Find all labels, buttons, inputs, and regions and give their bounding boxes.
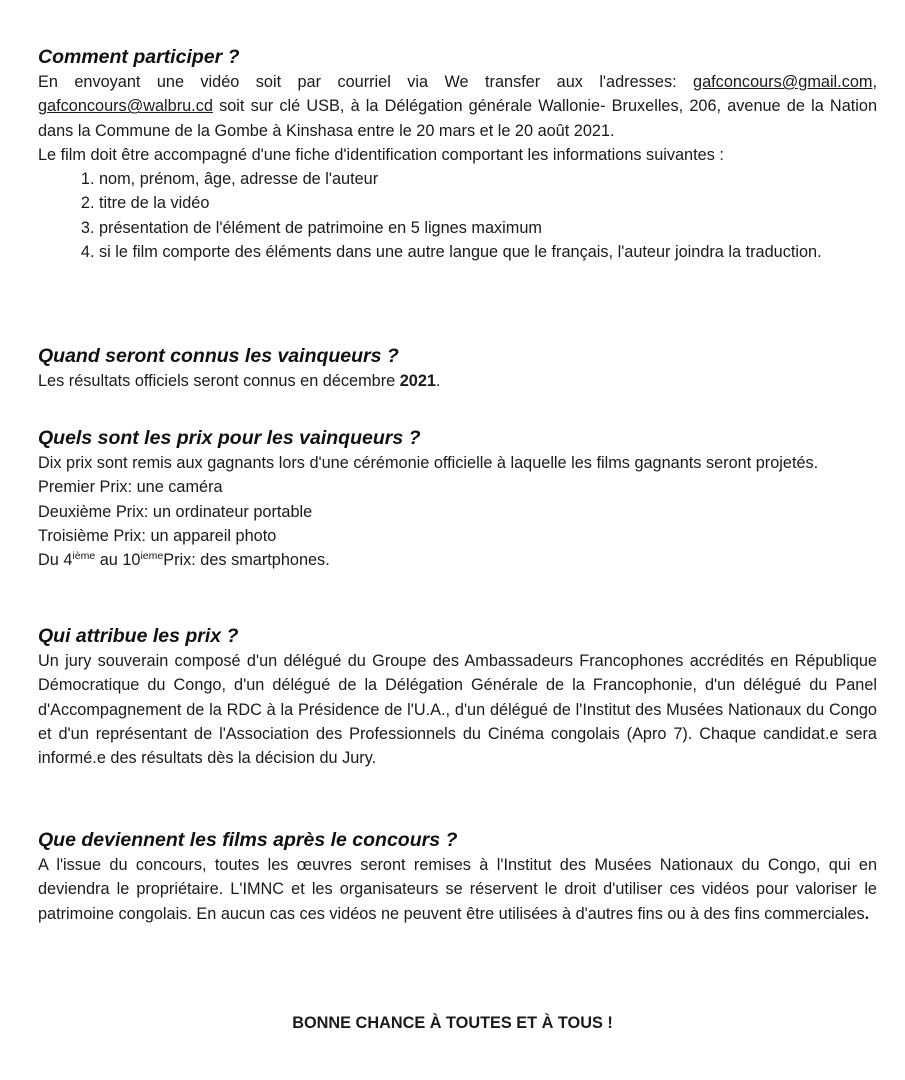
films-after-paragraph xyxy=(38,853,877,926)
superscript: ième xyxy=(72,550,96,563)
prizes-intro: Dix prix sont remis aux gagnants lors d'une cérémonie officielle à laquelle les films gagnants seront projetés. xyxy=(38,454,819,472)
prize-line-last xyxy=(38,548,877,572)
heading-results: Quand seront connus les vainqueurs ? xyxy=(38,345,399,367)
films-after-period: . xyxy=(864,904,870,923)
heading-prizes: Quels sont les prix pour les vainqueurs ? xyxy=(38,427,421,449)
heading-films-after: Que deviennent les films après le concours ? xyxy=(38,829,458,851)
results-year: 2021 xyxy=(399,372,436,390)
closing-message: BONNE CHANCE À TOUTES ET À TOUS ! xyxy=(292,1014,613,1032)
participation-text-rest: soit sur clé USB, à la Délégation générale Wallonie- Bruxelles, 206, avenue de la Nation dans la Commune de la Gombe à Kinshasa entre le 20 mars et le 20 août 2021. xyxy=(38,97,877,140)
prize-prefix: Du 4 xyxy=(38,551,73,570)
identification-intro: Le film doit être accompagné d'une fiche d'identification comportant les informations suivantes : xyxy=(38,145,724,164)
results-period: . xyxy=(435,372,441,390)
section-jury xyxy=(38,623,877,770)
jury-paragraph: Un jury souverain composé d'un délégué du Groupe des Ambassadeurs Francophones accrédités en République Démocratique du Congo, d'un délégué de la Délégation Générale de la Francophonie, d'un délégué du Panel d'Accompagnement de la RDC à la Présidence de l'U.A., d'un délégué de l'Institut des Musées Nationaux du Congo et d'un représentant de l'Association des Professionnels du Cinéma congolais (Apro 7). Chaque candidat.e sera informé.e des résultats dès la décision du Jury. xyxy=(38,652,877,768)
list-item: 1. nom, prénom, âge, adresse de l'auteur xyxy=(99,167,877,191)
films-after-text: A l'issue du concours, toutes les œuvres seront remises à l'Institut des Musées Nationaux du Congo, qui en deviendra le propriétaire. L'IMNC et les organisateurs se réservent le droit d'utiliser ces vidéos pour valoriser le patrimoine congolais. En aucun cas ces vidéos ne peuvent être utilisées à d'autres fins ou à des fins commerciales xyxy=(38,856,877,923)
email-link-walbru[interactable]: gafconcours@walbru.cd xyxy=(38,97,213,116)
heading-jury: Qui attribue les prix ? xyxy=(38,625,239,647)
comma: , xyxy=(872,73,877,91)
results-text: Les résultats officiels seront connus en décembre xyxy=(38,372,400,390)
heading-participation: Comment participer ? xyxy=(38,46,240,68)
section-results xyxy=(38,343,877,393)
prize-suffix: Prix: des smartphones. xyxy=(163,551,330,570)
identification-list xyxy=(38,167,877,264)
list-item: 2. titre de la vidéo xyxy=(99,191,877,215)
email-link-gmail[interactable]: gafconcours@gmail.com xyxy=(693,73,873,91)
prize-line: Deuxième Prix: un ordinateur portable xyxy=(38,502,313,521)
list-item: 3. présentation de l'élément de patrimoine en 5 lignes maximum xyxy=(99,216,877,240)
participation-paragraph xyxy=(38,70,877,143)
section-films-after xyxy=(38,827,877,926)
section-prizes xyxy=(38,425,877,572)
superscript: ieme xyxy=(140,550,164,563)
prize-line: Troisième Prix: un appareil photo xyxy=(38,526,277,545)
prize-mid: au 10 xyxy=(95,551,141,570)
results-paragraph xyxy=(38,369,877,393)
prize-line: Premier Prix: une caméra xyxy=(38,478,223,497)
section-participation xyxy=(38,44,877,264)
list-item: 4. si le film comporte des éléments dans une autre langue que le français, l'auteur joindra la traduction. xyxy=(99,240,877,264)
participation-text: En envoyant une vidéo soit par courriel via We transfer aux l'adresses: xyxy=(38,73,694,91)
